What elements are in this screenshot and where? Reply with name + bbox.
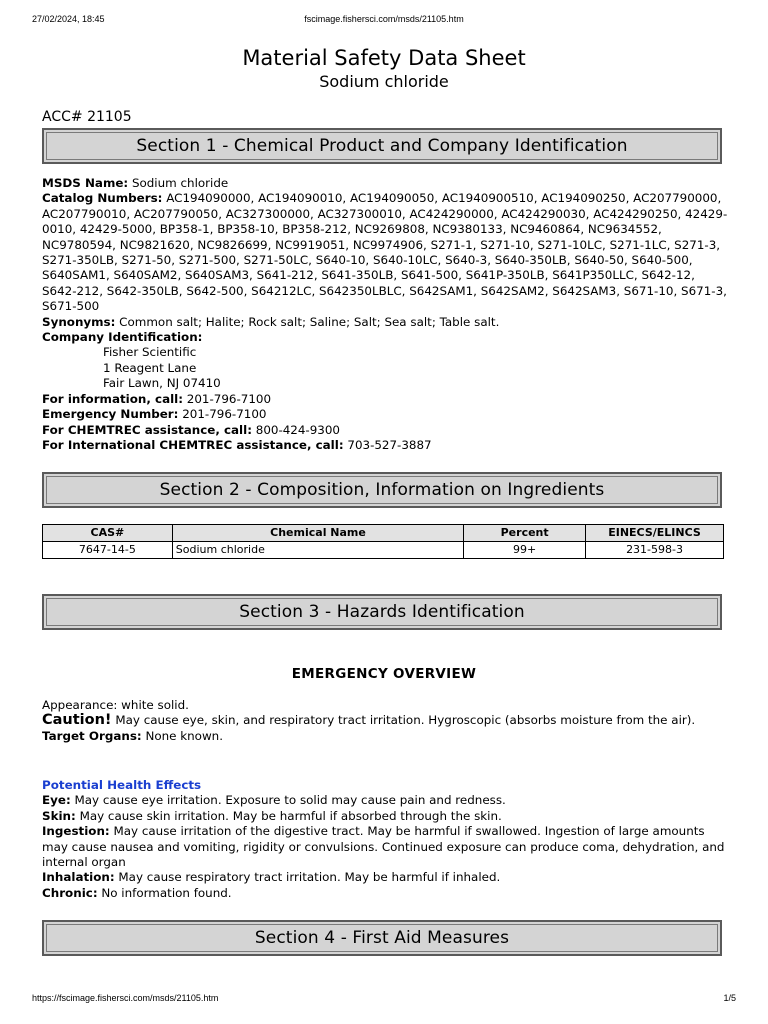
table-row bbox=[43, 542, 724, 559]
inhalation-line bbox=[42, 870, 732, 885]
section-4-header bbox=[42, 920, 722, 956]
composition-table bbox=[42, 524, 724, 559]
chronic-label: Chronic: bbox=[42, 885, 98, 900]
col-header-percent: Percent bbox=[464, 525, 586, 542]
synonyms-line bbox=[42, 315, 732, 330]
col-header-cas: CAS# bbox=[43, 525, 173, 542]
caution-line bbox=[42, 713, 732, 728]
document-subtitle: Sodium chloride bbox=[319, 72, 449, 91]
section-1-title: Section 1 - Chemical Product and Company Identification bbox=[46, 132, 718, 160]
intl-chemtrec-line bbox=[42, 438, 732, 453]
intl-chemtrec-value: 703-527-3887 bbox=[347, 437, 432, 452]
eye-label: Eye: bbox=[42, 793, 71, 808]
print-header-url: fscimage.fishersci.com/msds/21105.htm bbox=[304, 14, 464, 24]
chronic-text: No information found. bbox=[101, 885, 232, 900]
target-organs-line bbox=[42, 729, 732, 744]
cell-chemical-name: Sodium chloride bbox=[172, 542, 463, 559]
col-header-einecs: EINECS/ELINCS bbox=[586, 525, 724, 542]
target-organs-value: None known. bbox=[145, 728, 223, 743]
section-1-body bbox=[42, 176, 732, 453]
section-4-title: Section 4 - First Aid Measures bbox=[46, 924, 718, 952]
section-1-header bbox=[42, 128, 722, 164]
catalog-numbers-line bbox=[42, 191, 732, 314]
skin-text: May cause skin irritation. May be harmful if absorbed through the skin. bbox=[79, 808, 502, 823]
company-name: Fisher Scientific bbox=[103, 345, 197, 360]
col-header-chemical-name: Chemical Name bbox=[172, 525, 463, 542]
emergency-overview-title: EMERGENCY OVERVIEW bbox=[291, 666, 477, 682]
appearance-line: Appearance: white solid. bbox=[42, 698, 189, 712]
company-street: 1 Reagent Lane bbox=[103, 360, 197, 375]
section-3-header bbox=[42, 594, 722, 630]
emergency-number-line bbox=[42, 407, 732, 422]
chemtrec-line bbox=[42, 423, 732, 438]
section-2-header bbox=[42, 472, 722, 508]
skin-line bbox=[42, 809, 732, 824]
emergency-overview-body bbox=[42, 698, 732, 744]
caution-label: Caution! bbox=[42, 712, 112, 729]
skin-label: Skin: bbox=[42, 808, 76, 823]
cell-einecs: 231-598-3 bbox=[586, 542, 724, 559]
msds-name-label: MSDS Name: bbox=[42, 176, 129, 190]
company-city: Fair Lawn, NJ 07410 bbox=[103, 376, 221, 391]
chronic-line bbox=[42, 886, 732, 901]
catalog-numbers-label: Catalog Numbers: bbox=[42, 191, 163, 206]
synonyms-label: Synonyms: bbox=[42, 314, 116, 329]
inhalation-label: Inhalation: bbox=[42, 870, 115, 885]
info-call-value: 201-796-7100 bbox=[186, 391, 272, 406]
inhalation-text: May cause respiratory tract irritation. May be harmful if inhaled. bbox=[118, 870, 501, 885]
info-call-label: For information, call: bbox=[42, 391, 184, 406]
company-identification-label: Company Identification: bbox=[42, 330, 203, 345]
print-header bbox=[32, 14, 736, 26]
eye-text: May cause eye irritation. Exposure to solid may cause pain and redness. bbox=[74, 793, 506, 808]
ingestion-text: May cause irritation of the digestive tract. May be harmful if swallowed. Ingestion of large amounts may cause nausea and vomiting, rigidity or convulsions. Continued exposure can produce coma, dehydration, and internal organ bbox=[42, 824, 725, 870]
cell-cas: 7647-14-5 bbox=[43, 542, 173, 559]
catalog-numbers-value: AC194090000, AC194090010, AC194090050, AC1940900510, AC194090250, AC207790000, AC207790010, AC207790050, AC327300000, AC327300010, AC424290000, AC424290030, AC424290250, 42429-0010, 42429-5000, BP358-1, BP358-10, BP358-212, NC9269808, NC9380133, NC9460864, NC9634552, NC9780594, NC9821620, NC9826699, NC9919051, NC9974906, S271-1, S271-10, S271-10LC, S271-1LC, S271-3, S271-350LB, S271-50, S271-500, S271-50LC, S640-10, S640-10LC, S640-3, S640-350LB, S640-50, S640-500, S640SAM1, S640SAM2, S640SAM3, S641-212, S641-350LB, S641-500, S641P-350LB, S641P350LLC, S642-12, S642-212, S642-350LB, S642-500, S64212LC, S642350LBLC, S642SAM1, S642SAM2, S642SAM3, S671-10, S671-3, S671-500 bbox=[42, 191, 728, 314]
section-2-title: Section 2 - Composition, Information on Ingredients bbox=[46, 476, 718, 504]
print-footer bbox=[32, 993, 736, 1005]
caution-text: May cause eye, skin, and respiratory tract irritation. Hygroscopic (absorbs moisture from the air). bbox=[115, 713, 696, 728]
cell-percent: 99+ bbox=[464, 542, 586, 559]
composition-header-row bbox=[43, 525, 724, 542]
eye-line bbox=[42, 793, 732, 808]
target-organs-label: Target Organs: bbox=[42, 728, 142, 743]
health-effects-title: Potential Health Effects bbox=[42, 778, 202, 792]
ingestion-line bbox=[42, 824, 732, 870]
emergency-number-value: 201-796-7100 bbox=[182, 407, 267, 422]
emergency-number-label: Emergency Number: bbox=[42, 407, 179, 422]
acc-number: ACC# 21105 bbox=[42, 109, 132, 125]
synonyms-value: Common salt; Halite; Rock salt; Saline; Salt; Sea salt; Table salt. bbox=[119, 314, 500, 329]
intl-chemtrec-label: For International CHEMTREC assistance, call: bbox=[42, 437, 344, 452]
info-call-line bbox=[42, 392, 732, 407]
section-3-title: Section 3 - Hazards Identification bbox=[46, 598, 718, 626]
print-footer-url: https://fscimage.fishersci.com/msds/21105.htm bbox=[32, 993, 219, 1003]
chemtrec-label: For CHEMTREC assistance, call: bbox=[42, 422, 252, 437]
chemtrec-value: 800-424-9300 bbox=[255, 422, 340, 437]
health-effects-body bbox=[42, 778, 732, 901]
msds-name-value: Sodium chloride bbox=[131, 176, 229, 190]
document-title: Material Safety Data Sheet bbox=[242, 46, 526, 70]
page-number: 1/5 bbox=[723, 993, 736, 1003]
ingestion-label: Ingestion: bbox=[42, 824, 110, 839]
msds-name-line bbox=[42, 176, 732, 191]
print-datetime: 27/02/2024, 18:45 bbox=[32, 14, 105, 24]
